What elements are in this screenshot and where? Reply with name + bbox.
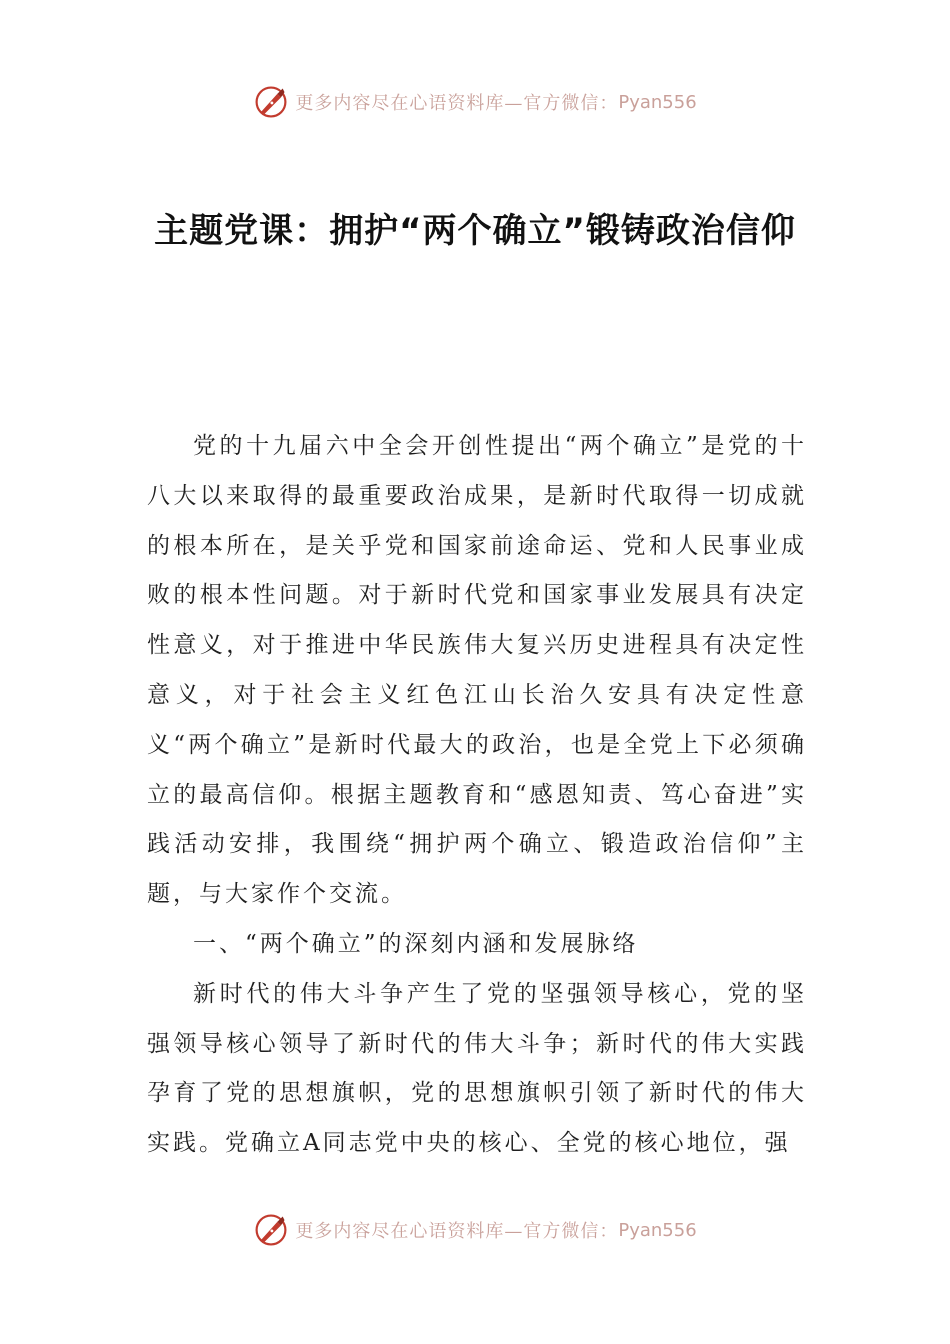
watermark-text: 更多内容尽在心语资料库—官方微信：: [295, 93, 619, 114]
pen-nib-circle-icon: [253, 84, 289, 120]
watermark-header: [0, 80, 950, 124]
paragraph-section-1: 新时代的伟大斗争产生了党的坚强领导核心，党的坚强领导核心领导了新时代的伟大斗争；新时代的伟大实践孕育了党的思想旗帜，党的思想旗帜引领了新时代的伟大实践。党确立A同志党中央的核心、全党的核心地位，强: [147, 980, 807, 1157]
watermark-wechat-id: Pyan556: [618, 1219, 697, 1241]
pen-nib-circle-icon: [253, 1212, 289, 1248]
document-title: 主题党课：拥护“两个确立”锻铸政治信仰: [154, 211, 796, 251]
watermark-text: 更多内容尽在心语资料库—官方微信：: [295, 1221, 619, 1242]
document-body: [147, 422, 807, 1169]
section-heading-1: 一、“两个确立”的深刻内涵和发展脉络: [193, 930, 639, 957]
watermark-wechat-id: Pyan556: [618, 91, 697, 113]
paragraph-intro: 党的十九届六中全会开创性提出“两个确立”是党的十八大以来取得的最重要政治成果，是新时代取得一切成就的根本所在，是关乎党和国家前途命运、党和人民事业成败的根本性问题。对于新时代党和国家事业发展具有决定性意义，对于推进中华民族伟大复兴历史进程具有决定性意义，对于社会主义红色江山长治久安具有决定性意义“两个确立”是新时代最大的政治，也是全党上下必须确立的最高信仰。根据主题教育和“感恩知责、笃心奋进”实践活动安排，我围绕“拥护两个确立、锻造政治信仰”主题，与大家作个交流。: [147, 433, 807, 908]
watermark-footer: [0, 1208, 950, 1252]
